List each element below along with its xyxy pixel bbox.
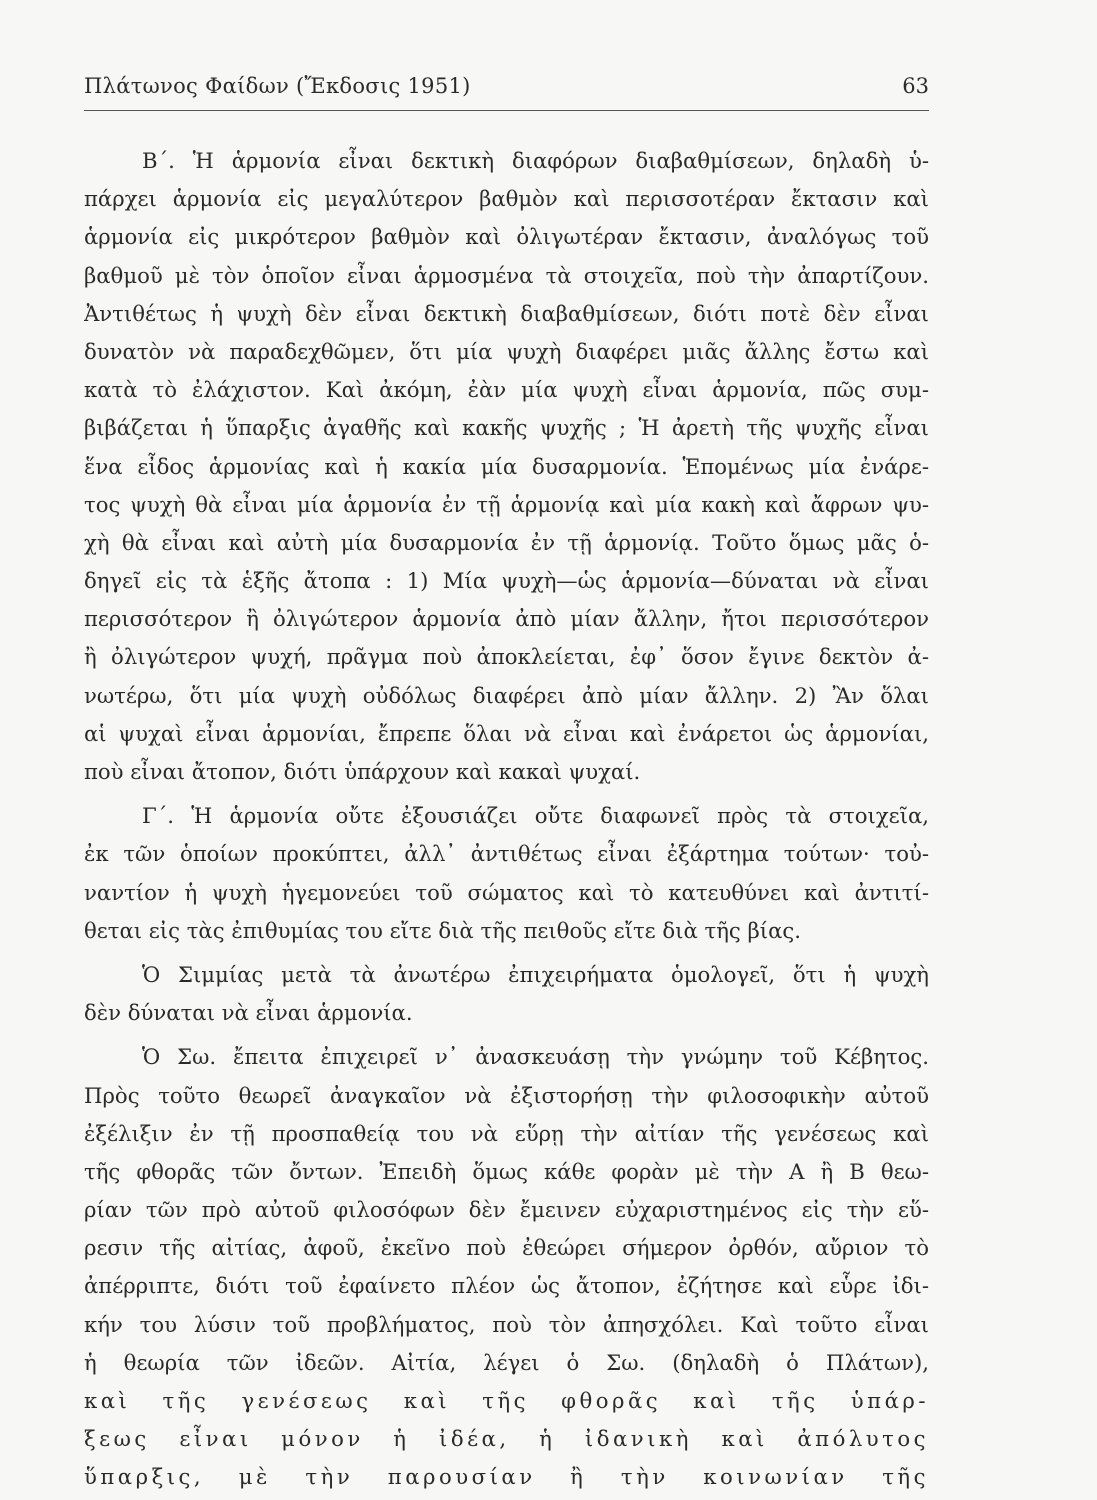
text-line: ἁρμονία εἰς μικρότερον βαθμὸν καὶ ὀλιγωτέραν ἔκτασιν, ἀναλόγως τοῦ (84, 224, 929, 250)
text-line: Γ΄. Ἡ ἁρμονία οὔτε ἐξουσιάζει οὔτε διαφωνεῖ πρὸς τὰ στοιχεῖα, (142, 803, 929, 829)
text-line: ἡ θεωρία τῶν ἰδεῶν. Αἰτία, λέγει ὁ Σω. (δηλαδὴ ὁ Πλάτων), (84, 1349, 929, 1375)
text-line: ἐκ τῶν ὁποίων προκύπτει, ἀλλ᾽ ἀντιθέτως εἶναι ἐξάρτημα τούτων· τοὐ- (84, 841, 929, 867)
text-line: νωτέρω, ὅτι μία ψυχὴ οὐδόλως διαφέρει ἀπὸ μίαν ἄλλην. 2) Ἂν ὅλαι (84, 682, 929, 708)
text-line: ρεσιν τῆς αἰτίας, ἀφοῦ, ἐκεῖνο ποὺ ἐθεώρει σήμερον ὀρθόν, αὔριον τὸ (84, 1235, 929, 1261)
text-line: αἱ ψυχαὶ εἶναι ἁρμονίαι, ἔπρεπε ὅλαι νὰ εἶναι καὶ ἐνάρετοι ὡς ἁρμονίαι, (84, 720, 929, 746)
text-line: κήν του λύσιν τοῦ προβλήματος, ποὺ τὸν ἀπησχόλει. Καὶ τοῦτο εἶναι (84, 1311, 929, 1337)
running-title: Πλάτωνος Φαίδων (Ἔκδοσις 1951) (84, 74, 471, 98)
text-line: ναντίον ἡ ψυχὴ ἡγεμονεύει τοῦ σώματος καὶ τὸ κατευθύνει καὶ ἀντιτί- (84, 879, 929, 905)
text-line: τῆς φθορᾶς τῶν ὄντων. Ἐπειδὴ ὅμως κάθε φορὰν μὲ τὴν Α ἢ Β θεω- (84, 1158, 929, 1184)
text-line: περισσότερον ἢ ὀλιγώτερον ἁρμονία ἀπὸ μίαν ἄλλην, ἤτοι περισσότερον (84, 606, 929, 632)
text-line: Πρὸς τοῦτο θεωρεῖ ἀναγκαῖον νὰ ἐξιστορήσῃ τὴν φιλοσοφικὴν αὐτοῦ (84, 1082, 929, 1108)
paragraph-3 (84, 956, 929, 1032)
text-line: τος ψυχὴ θὰ εἶναι μία ἁρμονία ἐν τῇ ἁρμονίᾳ καὶ μία κακὴ καὶ ἄφρων ψυ- (84, 491, 929, 517)
page-number: 63 (902, 74, 929, 98)
text-line: ἀπέρριπτε, διότι τοῦ ἐφαίνετο πλέον ὡς ἄτοπον, ἐζήτησε καὶ εὗρε ἰδι- (84, 1273, 929, 1299)
text-line: πάρχει ἁρμονία εἰς μεγαλύτερον βαθμὸν καὶ περισσοτέραν ἔκτασιν καὶ (84, 186, 929, 212)
text-line-spaced: καὶ τῆς γενέσεως καὶ τῆς φθορᾶς καὶ τῆς ὑπάρ- (84, 1388, 929, 1413)
text-line: ποὺ εἶναι ἄτοπον, διότι ὑπάρχουν καὶ κακαὶ ψυχαί. (84, 759, 641, 784)
text-line: ρίαν τῶν πρὸ αὐτοῦ φιλοσόφων δὲν ἔμεινεν εὐχαριστημένος εἰς τὴν εὕ- (84, 1197, 929, 1223)
text-line: κατὰ τὸ ἐλάχιστον. Καὶ ἀκόμη, ἐὰν μία ψυχὴ εἶναι ἁρμονία, πῶς συμ- (84, 377, 929, 403)
paragraph-1 (84, 142, 929, 791)
text-line-spaced: ὕπαρξις, μὲ τὴν παρουσίαν ἢ τὴν κοινωνίαν τῆς (84, 1464, 929, 1490)
text-line: Β΄. Ἡ ἁρμονία εἶναι δεκτικὴ διαφόρων διαβαθμίσεων, δηλαδὴ ὑ- (142, 148, 929, 173)
paragraph-2 (84, 797, 929, 950)
text-line: χὴ θὰ εἶναι καὶ αὐτὴ μία δυσαρμονία ἐν τῇ ἁρμονίᾳ. Τοῦτο ὅμως μᾶς ὁ- (84, 529, 929, 555)
text-line: ἐξέλιξιν ἐν τῇ προσπαθείᾳ του νὰ εὕρῃ τὴν αἰτίαν τῆς γενέσεως καὶ (84, 1120, 929, 1146)
text-line: δυνατὸν νὰ παραδεχθῶμεν, ὅτι μία ψυχὴ διαφέρει μιᾶς ἄλλης ἔστω καὶ (84, 338, 929, 364)
text-line: βαθμοῦ μὲ τὸν ὁποῖον εἶναι ἁρμοσμένα τὰ στοιχεῖα, ποὺ τὴν ἀπαρτίζουν. (84, 262, 929, 288)
text-line: δὲν δύναται νὰ εἶναι ἁρμονία. (84, 1000, 413, 1026)
page-header (84, 70, 929, 111)
body-text (84, 142, 929, 1497)
text-line: βιβάζεται ἡ ὕπαρξις ἀγαθῆς καὶ κακῆς ψυχῆς ; Ἡ ἀρετὴ τῆς ψυχῆς εἶναι (84, 415, 929, 441)
text-line: Ὁ Σιμμίας μετὰ τὰ ἀνωτέρω ἐπιχειρήματα ὁμολογεῖ, ὅτι ἡ ψυχὴ (142, 961, 929, 987)
text-line-spaced: ξεως εἶναι μόνον ἡ ἰδέα, ἡ ἰδανικὴ καὶ ἀπόλυτος (84, 1426, 929, 1452)
text-line: Ὁ Σω. ἔπειτα ἐπιχειρεῖ ν᾽ ἀνασκευάσῃ τὴν γνώμην τοῦ Κέβητος. (142, 1044, 929, 1070)
text-line: ἢ ὀλιγώτερον ψυχή, πρᾶγμα ποὺ ἀποκλείεται, ἐφ᾽ ὅσον ἔγινε δεκτὸν ἀ- (84, 644, 929, 670)
text-line: θεται εἰς τὰς ἐπιθυμίας του εἴτε διὰ τῆς πειθοῦς εἴτε διὰ τῆς βίας. (84, 917, 801, 943)
text-line: Ἀντιθέτως ἡ ψυχὴ δὲν εἶναι δεκτικὴ διαβαθμίσεων, διότι ποτὲ δὲν εἶναι (84, 300, 929, 326)
paragraph-4 (84, 1038, 929, 1496)
text-line: ἕνα εἶδος ἁρμονίας καὶ ἡ κακία μία δυσαρμονία. Ἑπομένως μία ἐνάρε- (84, 453, 929, 479)
text-line: δηγεῖ εἰς τὰ ἑξῆς ἄτοπα : 1) Μία ψυχὴ—ὡς ἁρμονία—δύναται νὰ εἶναι (84, 568, 929, 594)
